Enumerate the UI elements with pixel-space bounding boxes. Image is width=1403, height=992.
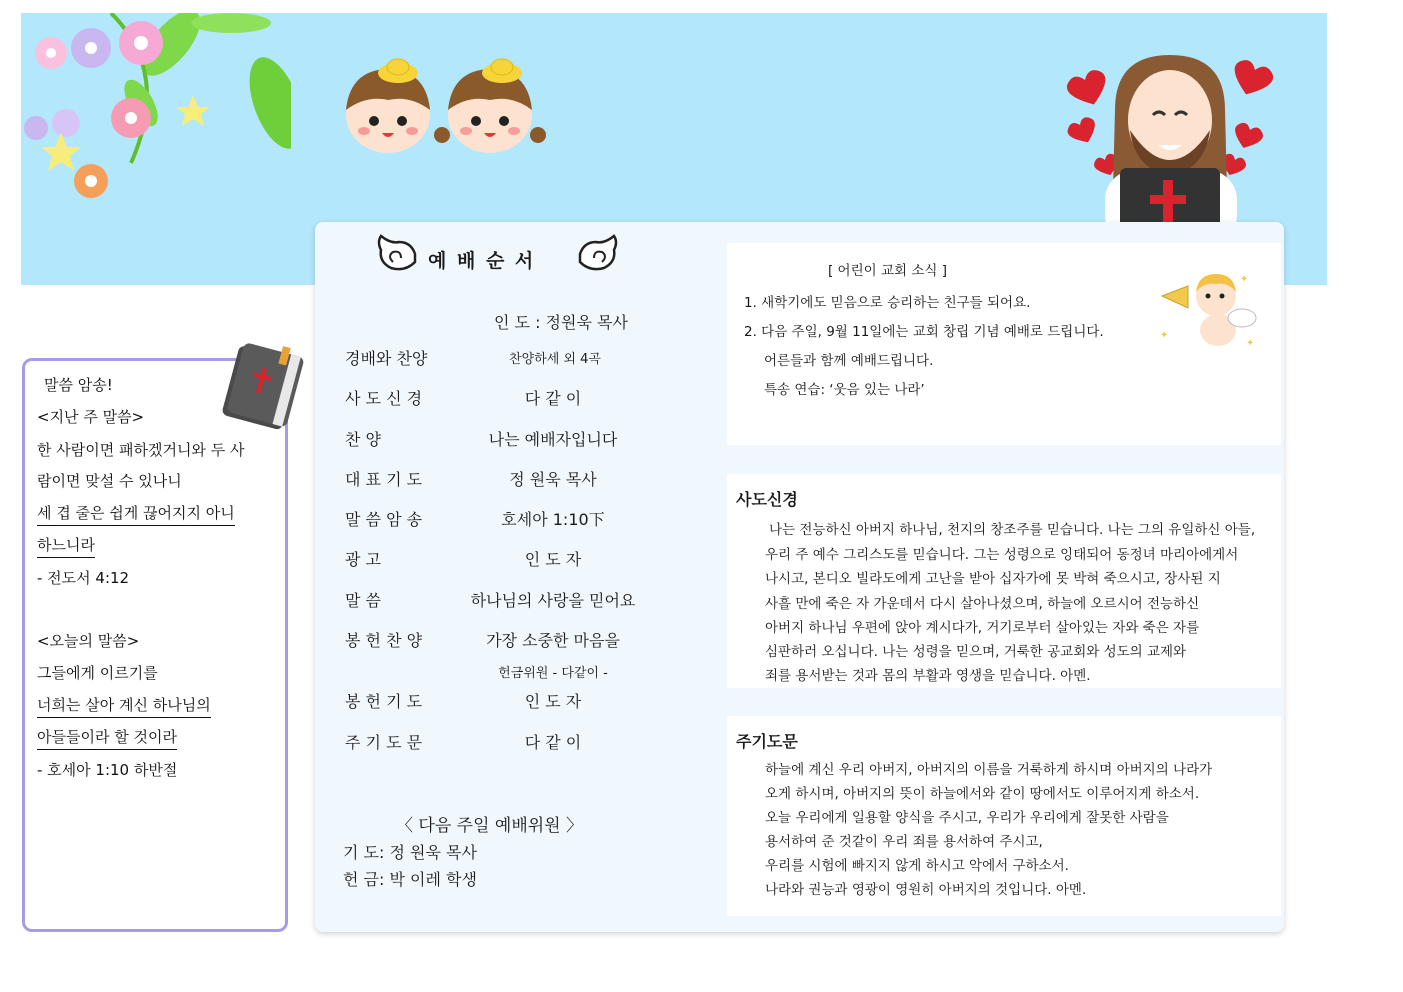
prayer-line: 오게 하시며, 아버지의 뜻이 하늘에서와 같이 땅에서도 이루어지게 하소서. xyxy=(765,786,1200,802)
order-row-value: 나는 예배자입니다 xyxy=(488,430,618,449)
flower-decoration xyxy=(21,13,291,213)
verse-line: 아들들이라 할 것이라 xyxy=(37,726,177,750)
order-row-value: 다 같 이 xyxy=(524,733,582,752)
order-row-label: 주 기 도 문 xyxy=(345,733,423,752)
last-week-label: <지난 주 말씀> xyxy=(37,408,145,426)
creed-line: 아버지 하나님 우편에 앉아 계시다가, 거기로부터 살아있는 자와 죽은 자를 xyxy=(765,620,1200,636)
prayer-title: 주기도문 xyxy=(736,732,798,751)
girl-face-icon xyxy=(434,59,546,153)
order-row-value: 가장 소중한 마음을 xyxy=(486,631,620,650)
angel-icon xyxy=(1158,268,1258,358)
worship-order-title: 예 배 순 서 xyxy=(428,250,536,272)
kids-decoration xyxy=(340,55,550,160)
creed-line: 사흘 만에 죽은 자 가운데서 다시 살아나셨으며, 하늘에 오르시어 전능하신 xyxy=(765,596,1200,612)
svg-text:✦: ✦ xyxy=(1246,338,1255,349)
next-week-title: 〈 다음 주일 예배위원 〉 xyxy=(396,816,583,836)
creed-line: 죄를 용서받는 것과 몸의 부활과 영생을 믿습니다. 아멘. xyxy=(765,668,1091,684)
creed-line: 나시고, 본디오 빌라도에게 고난을 받아 십자가에 못 박혀 죽으시고, 장사된 지 xyxy=(765,571,1221,587)
next-week-prayer: 기 도: 정 원욱 목사 xyxy=(343,843,477,862)
offering-committee: 헌금위원 - 다같이 - xyxy=(498,666,608,681)
creed-line: 나는 전능하신 아버지 하나님, 천지의 창조주를 믿습니다. 나는 그의 유일하신 아들, xyxy=(769,522,1256,538)
creed-line: 우리 주 예수 그리스도를 믿습니다. 그는 성령으로 잉태되어 동정녀 마리아에게서 xyxy=(765,547,1239,563)
bible-icon xyxy=(220,340,305,432)
verse-reference: - 호세아 1:10 하반절 xyxy=(37,761,178,779)
verse-line: 세 겹 줄은 쉽게 끊어지지 아니 xyxy=(37,502,235,526)
order-row-label: 사 도 신 경 xyxy=(345,389,423,408)
wing-icon xyxy=(375,232,420,274)
order-row-value: 다 같 이 xyxy=(524,389,582,408)
verse-line: 람이면 맞설 수 있나니 xyxy=(37,472,182,490)
news-item: 1. 새학기에도 믿음으로 승리하는 친구들 되어요. xyxy=(744,295,1031,311)
prayer-line: 용서하여 준 것같이 우리 죄를 용서하여 주시고, xyxy=(765,834,1043,850)
verse-line: 그들에게 이르기를 xyxy=(37,664,158,682)
verse-line: 하느니라 xyxy=(37,534,95,558)
order-row-label: 대 표 기 도 xyxy=(345,470,423,489)
news-item: 2. 다음 주일, 9월 11일에는 교회 창립 기념 예배로 드립니다. xyxy=(744,324,1104,340)
svg-text:✦: ✦ xyxy=(1240,274,1249,285)
verse-reference: - 전도서 4:12 xyxy=(37,569,130,587)
order-row-label: 봉 헌 기 도 xyxy=(345,692,423,711)
prayer-line: 오늘 우리에게 일용할 양식을 주시고, 우리가 우리에게 잘못한 사람을 xyxy=(765,810,1169,826)
verse-line: 너희는 살아 계신 하나님의 xyxy=(37,694,211,718)
order-row-label: 광 고 xyxy=(345,550,381,569)
verse-line: 한 사람이면 패하겠거니와 두 사 xyxy=(37,441,245,459)
order-row-value: 정 원욱 목사 xyxy=(509,470,597,489)
next-week-offering: 헌 금: 박 이레 학생 xyxy=(343,870,477,889)
news-item: 특송 연습: ‘웃음 있는 나라’ xyxy=(764,382,925,398)
wing-icon xyxy=(575,232,620,274)
prayer-line: 우리를 시험에 빠지지 않게 하시고 악에서 구하소서. xyxy=(765,858,1069,874)
svg-text:✦: ✦ xyxy=(1160,330,1169,341)
news-item: 어른들과 함께 예배드립니다. xyxy=(764,353,934,369)
order-row-value: 하나님의 사랑을 믿어요 xyxy=(470,591,636,610)
jesus-decoration xyxy=(1055,50,1285,245)
order-row-label: 경배와 찬양 xyxy=(345,349,428,368)
worship-leader: 인 도 : 정원욱 목사 xyxy=(494,313,628,332)
memory-heading: 말씀 암송! xyxy=(44,376,113,394)
creed-title: 사도신경 xyxy=(736,490,798,509)
order-row-value: 호세아 1:10下 xyxy=(501,510,605,529)
creed-line: 심판하러 오십니다. 나는 성령을 믿으며, 거룩한 공교회와 성도의 교제와 xyxy=(765,644,1187,660)
order-row-value: 인 도 자 xyxy=(524,692,582,711)
order-row-label: 말 씀 xyxy=(345,591,381,610)
boy-face-icon xyxy=(346,59,430,153)
prayer-line: 하늘에 계신 우리 아버지, 아버지의 이름을 거룩하게 하시며 아버지의 나라가 xyxy=(765,762,1213,778)
order-row-label: 찬 양 xyxy=(345,430,381,449)
news-title: [ 어린이 교회 소식 ] xyxy=(828,263,947,279)
prayer-line: 나라와 권능과 영광이 영원히 아버지의 것입니다. 아멘. xyxy=(765,882,1087,898)
order-row-label: 봉 헌 찬 양 xyxy=(345,631,423,650)
order-row-value: 찬양하세 외 4곡 xyxy=(509,352,601,367)
order-row-value: 인 도 자 xyxy=(524,550,582,569)
today-label: <오늘의 말씀> xyxy=(37,632,140,650)
order-row-label: 말 씀 암 송 xyxy=(345,510,423,529)
